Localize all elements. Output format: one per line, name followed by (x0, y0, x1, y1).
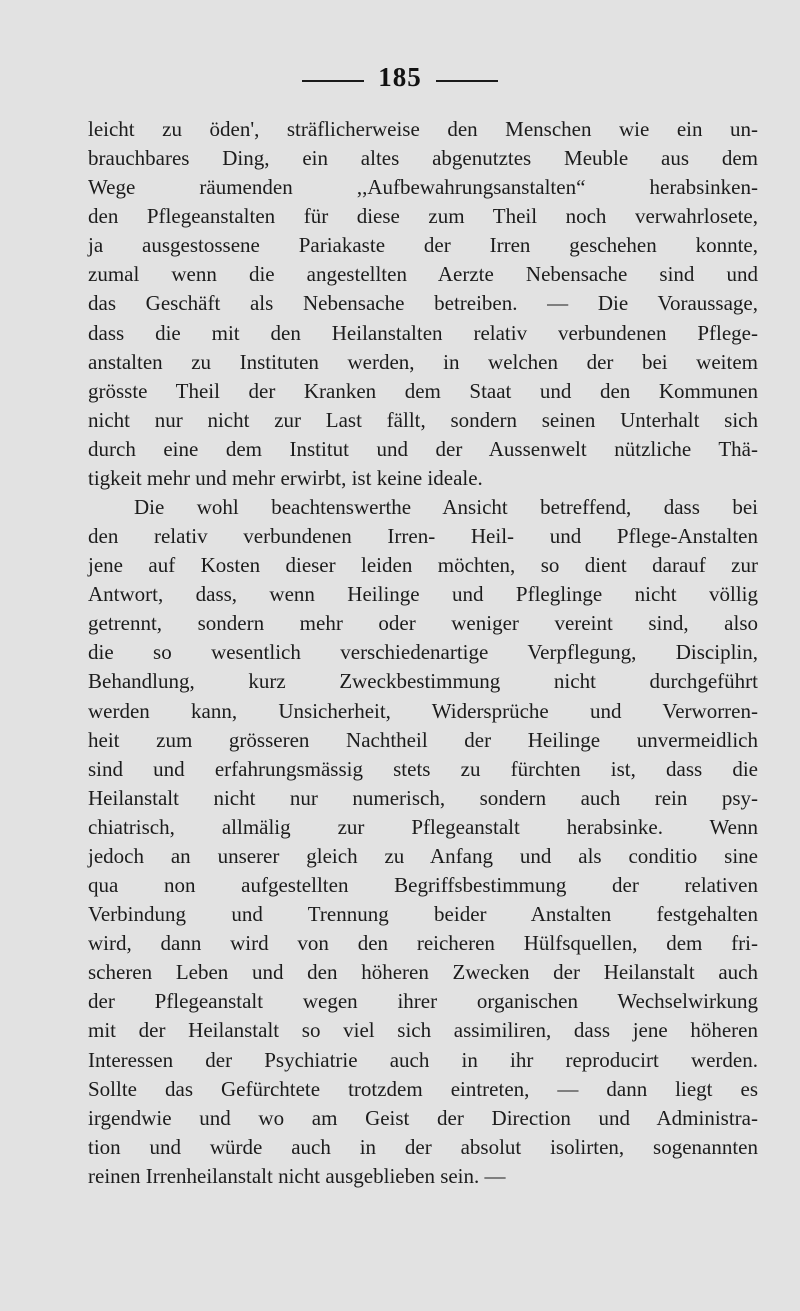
text-line: wird, dann wird von den reicheren Hülfsquellen, dem fri- (88, 931, 758, 956)
text-line: Antwort, dass, wenn Heilinge und Pfleglinge nicht völlig (88, 582, 758, 607)
paragraph-end-line: tigkeit mehr und mehr erwirbt, ist keine ideale. (88, 465, 483, 490)
text-line: irgendwie und wo am Geist der Direction und Administra- (88, 1105, 758, 1130)
right-header-rule (436, 80, 498, 82)
text-line: jene auf Kosten dieser leiden möchten, so dient darauf zur (88, 553, 758, 578)
text-line: grösste Theil der Kranken dem Staat und den Kommunen (88, 378, 758, 403)
text-line: Verbindung und Trennung beider Anstalten festgehalten (88, 902, 758, 927)
text-line: sind und erfahrungsmässig stets zu fürchten ist, dass die (88, 756, 758, 781)
text-line: Wege räumenden ,,Aufbewahrungsanstalten“ herabsinken- (88, 175, 758, 200)
text-line: die so wesentlich verschiedenartige Verpflegung, Disciplin, (88, 640, 758, 665)
text-line: mit der Heilanstalt so viel sich assimiliren, dass jene höheren (88, 1018, 758, 1043)
left-header-rule (302, 80, 364, 82)
text-line: anstalten zu Instituten werden, in welchen der bei weitem (88, 349, 758, 374)
text-line: heit zum grösseren Nachtheil der Heilinge unvermeidlich (88, 727, 758, 752)
text-line: das Geschäft als Nebensache betreiben. — Die Voraussage, (88, 291, 758, 316)
page-header (0, 62, 800, 93)
text-line: durch eine dem Institut und der Aussenwelt nützliche Thä- (88, 436, 758, 461)
text-line: brauchbares Ding, ein altes abgenutztes Meuble aus dem (88, 146, 758, 171)
text-line: dass die mit den Heilanstalten relativ verbundenen Pflege- (88, 320, 758, 345)
page-number: 185 (378, 62, 422, 92)
text-line: chiatrisch, allmälig zur Pflegeanstalt herabsinke. Wenn (88, 814, 758, 839)
paragraph-end-line: reinen Irrenheilanstalt nicht ausgeblieben sein. — (88, 1163, 506, 1188)
text-line: leicht zu öden', sträflicherweise den Menschen wie ein un- (88, 117, 758, 141)
text-line: zumal wenn die angestellten Aerzte Nebensache sind und (88, 262, 758, 287)
text-line: Behandlung, kurz Zweckbestimmung nicht durchgeführt (88, 669, 758, 694)
text-line: den relativ verbundenen Irren- Heil- und Pflege-Anstalten (88, 524, 758, 549)
text-line: der Pflegeanstalt wegen ihrer organischen Wechselwirkung (88, 989, 758, 1014)
text-line: Heilanstalt nicht nur numerisch, sondern auch rein psy- (88, 785, 758, 810)
text-line: nicht nur nicht zur Last fällt, sondern seinen Unterhalt sich (88, 407, 758, 432)
text-line: tion und würde auch in der absolut isolirten, sogenannten (88, 1134, 758, 1159)
text-line: getrennt, sondern mehr oder weniger vereint sind, also (88, 611, 758, 636)
text-line: werden kann, Unsicherheit, Widersprüche und Verworren- (88, 698, 758, 723)
text-line: Interessen der Psychiatrie auch in ihr reproducirt werden. (88, 1047, 758, 1072)
text-line: Sollte das Gefürchtete trotzdem eintreten, — dann liegt es (88, 1076, 758, 1101)
text-line: ja ausgestossene Pariakaste der Irren geschehen konnte, (88, 233, 758, 258)
paragraph-start-line: Die wohl beachtenswerthe Ansicht betreffend, dass bei (134, 495, 758, 520)
text-line: qua non aufgestellten Begriffsbestimmung der relativen (88, 873, 758, 898)
body-text (88, 115, 758, 1191)
text-line: jedoch an unserer gleich zu Anfang und als conditio sine (88, 843, 758, 868)
text-line: scheren Leben und den höheren Zwecken der Heilanstalt auch (88, 960, 758, 985)
text-line: den Pflegeanstalten für diese zum Theil noch verwahrlosete, (88, 204, 758, 229)
